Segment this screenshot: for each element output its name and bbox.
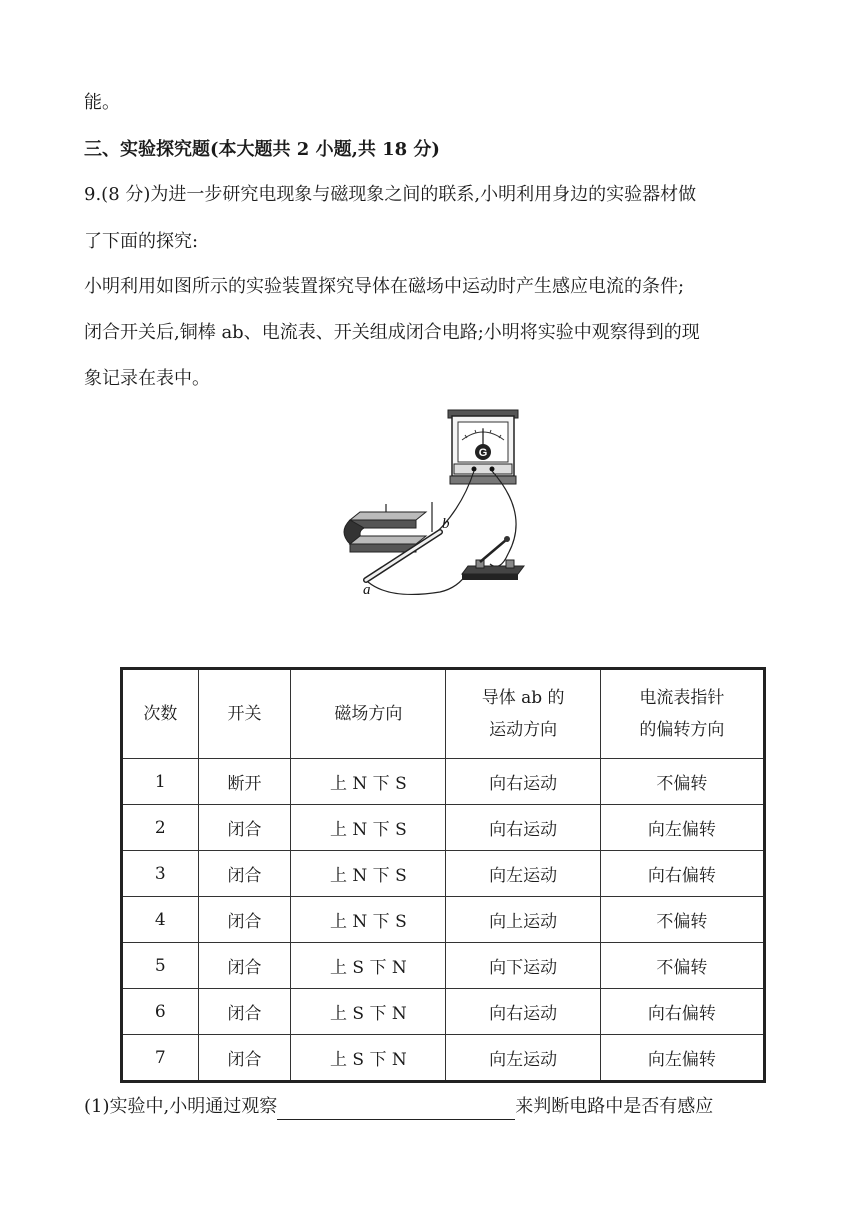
table-cell: 6	[122, 989, 199, 1035]
question-text: 9.(8 分)为进一步研究电现象与磁现象之间的联系,小明利用身边的实验器材做	[84, 184, 697, 205]
table-cell: 2	[122, 805, 199, 851]
header-line: 导体 ab 的	[481, 688, 565, 708]
question-text: 象记录在表中。	[84, 368, 210, 389]
table-cell: 向左偏转	[600, 1035, 764, 1082]
table-cell: 闭合	[198, 805, 291, 851]
table-cell: 向右偏转	[600, 989, 764, 1035]
table-cell: 上 S 下 N	[291, 1035, 446, 1082]
table-cell: 向右运动	[446, 759, 600, 805]
table-cell: 上 N 下 S	[291, 851, 446, 897]
table-cell: 断开	[198, 759, 291, 805]
header-line: 电流表指针	[639, 688, 725, 708]
section-heading: 三、实验探究题(本大题共 2 小题,共 18 分)	[84, 139, 440, 160]
question-text: 了下面的探究:	[84, 231, 199, 252]
header-cell	[600, 669, 764, 759]
table-cell: 上 N 下 S	[291, 897, 446, 943]
table-cell: 向右运动	[446, 989, 600, 1035]
question-1-line	[84, 1094, 713, 1120]
header-cell: 磁场方向	[291, 669, 446, 759]
table-cell: 5	[122, 943, 199, 989]
text-line: 能。	[84, 92, 120, 113]
table-cell: 向右运动	[446, 805, 600, 851]
galvanometer	[448, 410, 518, 484]
table-cell: 上 S 下 N	[291, 943, 446, 989]
header-line: 运动方向	[489, 720, 558, 740]
table-cell: 向左运动	[446, 1035, 600, 1082]
knife-switch	[462, 536, 524, 580]
table-cell: 上 N 下 S	[291, 805, 446, 851]
answer-blank[interactable]	[277, 1099, 515, 1120]
header-cell	[446, 669, 600, 759]
table-row	[122, 1035, 765, 1082]
table-cell: 不偏转	[600, 943, 764, 989]
table-row	[122, 989, 765, 1035]
table-row	[122, 943, 765, 989]
table-cell: 不偏转	[600, 897, 764, 943]
table-row	[122, 805, 765, 851]
table-cell: 不偏转	[600, 759, 764, 805]
table-cell: 向右偏转	[600, 851, 764, 897]
table-row	[122, 759, 765, 805]
table-cell: 向下运动	[446, 943, 600, 989]
table-cell: 4	[122, 897, 199, 943]
table-cell: 向左运动	[446, 851, 600, 897]
question-text: 闭合开关后,铜棒 ab、电流表、开关组成闭合电路;小明将实验中观察得到的现	[84, 322, 700, 343]
question-1-prefix: (1)实验中,小明通过观察	[84, 1096, 278, 1117]
table-cell: 闭合	[198, 989, 291, 1035]
table-cell: 上 N 下 S	[291, 759, 446, 805]
table-cell: 上 S 下 N	[291, 989, 446, 1035]
label-b: b	[442, 516, 450, 532]
table-cell: 闭合	[198, 851, 291, 897]
table-cell: 闭合	[198, 1035, 291, 1082]
table-cell: 向上运动	[446, 897, 600, 943]
experiment-apparatus-figure	[330, 404, 530, 600]
header-line: 的偏转方向	[639, 720, 725, 740]
results-table	[120, 667, 766, 1083]
meter-symbol: G	[478, 447, 488, 459]
table-cell: 向左偏转	[600, 805, 764, 851]
header-cell: 开关	[198, 669, 291, 759]
table-row	[122, 897, 765, 943]
table-header-row	[122, 669, 765, 759]
question-text: 小明利用如图所示的实验装置探究导体在磁场中运动时产生感应电流的条件;	[84, 276, 685, 297]
table-row	[122, 851, 765, 897]
header-cell: 次数	[122, 669, 199, 759]
table-cell: 闭合	[198, 943, 291, 989]
table-cell: 闭合	[198, 897, 291, 943]
table-cell: 7	[122, 1035, 199, 1082]
table-cell: 1	[122, 759, 199, 805]
table-cell: 3	[122, 851, 199, 897]
label-a: a	[363, 582, 371, 598]
question-1-suffix: 来判断电路中是否有感应	[515, 1096, 714, 1117]
